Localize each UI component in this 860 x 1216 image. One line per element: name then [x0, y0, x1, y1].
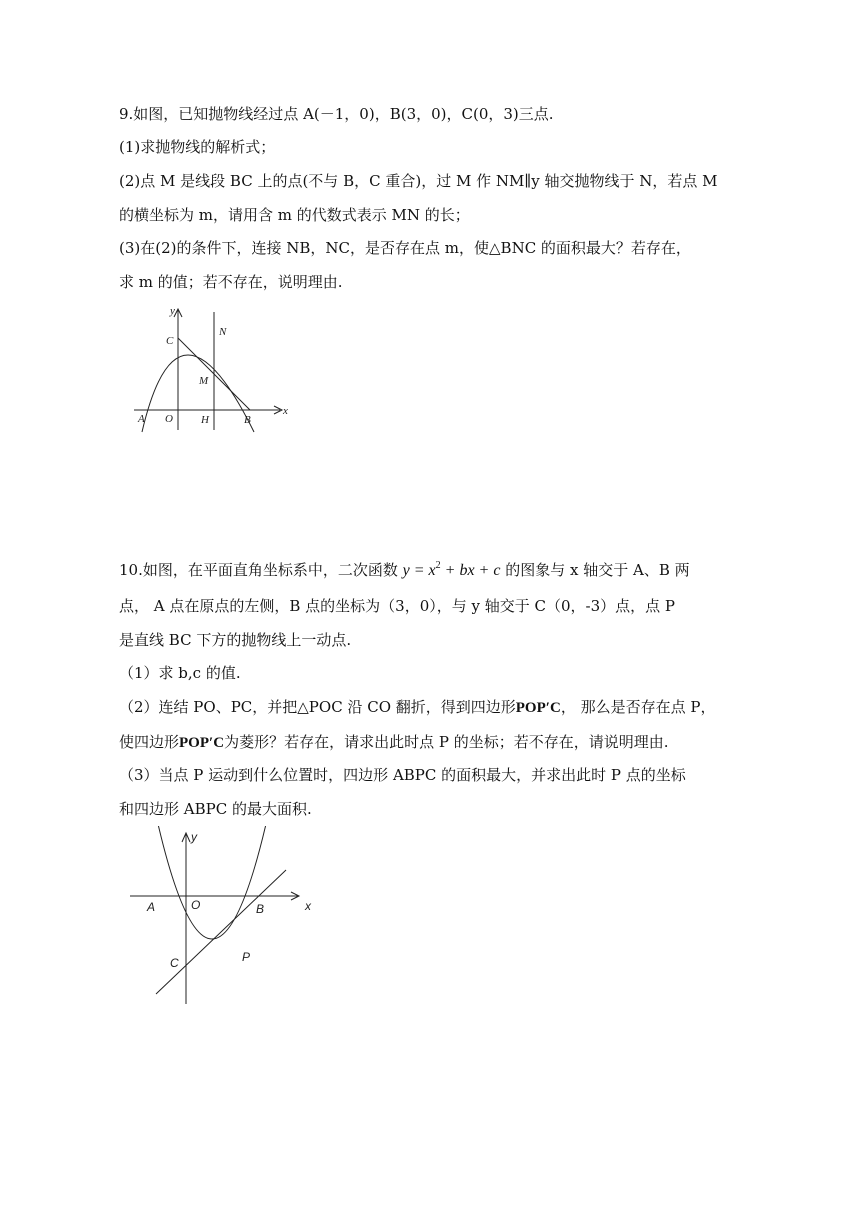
q9-label-c: C [166, 335, 174, 347]
q10-line-6-post: 为菱形？若存在，请求出此时点 P 的坐标；若不存在，请说明理由. [224, 733, 669, 751]
q9-line-5: (3)在(2)的条件下，连接 NB，NC，是否存在点 m，使△BNC 的面积最大？若存在， [119, 239, 691, 257]
q9-label-y: y [170, 305, 175, 317]
q10-line-5-post: ， 那么是否存在点 P， [560, 698, 716, 716]
q10-label-c: C [170, 956, 179, 970]
q9-line-2: (1)求抛物线的解析式； [119, 138, 276, 156]
q9-label-x: x [283, 405, 288, 417]
q10-label-x: x [305, 899, 311, 913]
q10-label-o: O [191, 898, 201, 912]
q9-line-3: (2)点 M 是线段 BC 上的点(不与 B，C 重合)，过 M 作 NM∥y 轴交抛物线于 N，若点 M [119, 172, 718, 190]
q9-label-o: O [165, 413, 173, 425]
q10-line-bc [156, 870, 286, 994]
q9-line-6: 求 m 的值；若不存在，说明理由. [119, 273, 343, 291]
q10-line-4: （1）求 b,c 的值. [119, 664, 241, 682]
q9-label-h: H [201, 414, 209, 426]
q10-figure [128, 826, 318, 1006]
q10-formula: $y = x^2$ + bx + c [402, 560, 501, 579]
q9-parabola [142, 355, 254, 432]
q10-label-b: B [256, 902, 265, 916]
q10-line-3: 是直线 BC 下方的抛物线上一动点. [119, 631, 352, 649]
q10-label-p: P [242, 950, 251, 964]
q10-line-1-pre: 10.如图，在平面直角坐标系中，二次函数 [119, 561, 398, 579]
q10-line-5-pre: （2）连结 PO、PC，并把△POC 沿 CO 翻折，得到四边形 [119, 698, 516, 716]
q10-line-1 [119, 556, 690, 581]
q10-quad-name-1: POP′C [515, 700, 561, 716]
q10-label-y: y [191, 830, 197, 844]
q10-line-7: （3）当点 P 运动到什么位置时，四边形 ABPC 的面积最大，并求出此时 P 点的坐标 [119, 766, 686, 784]
q10-label-a: A [147, 900, 156, 914]
q9-line-1: 9.如图，已知抛物线经过点 A(－1，0)，B(3，0)，C(0，3)三点. [119, 105, 554, 123]
q9-label-b: B [244, 414, 251, 426]
q9-figure [130, 300, 300, 435]
q10-quad-name-2: POP′C [179, 735, 225, 751]
q9-label-a: A [138, 413, 145, 425]
q10-parabola [158, 826, 266, 939]
q10-line-5 [119, 697, 715, 718]
q9-label-n: N [219, 326, 227, 338]
q10-line-2: 点， A 点在原点的左侧，B 点的坐标为（3，0），与 y 轴交于 C（0，-3）点，点 P [119, 597, 676, 615]
q10-line-6-pre: 使四边形 [119, 733, 180, 751]
q9-label-m: M [199, 375, 209, 387]
q10-line-1-post: 的图象与 x 轴交于 A、B 两 [505, 561, 690, 579]
q9-line-4: 的横坐标为 m，请用含 m 的代数式表示 MN 的长； [119, 206, 470, 224]
q10-line-8: 和四边形 ABPC 的最大面积. [119, 800, 312, 818]
q10-line-6 [119, 732, 668, 753]
